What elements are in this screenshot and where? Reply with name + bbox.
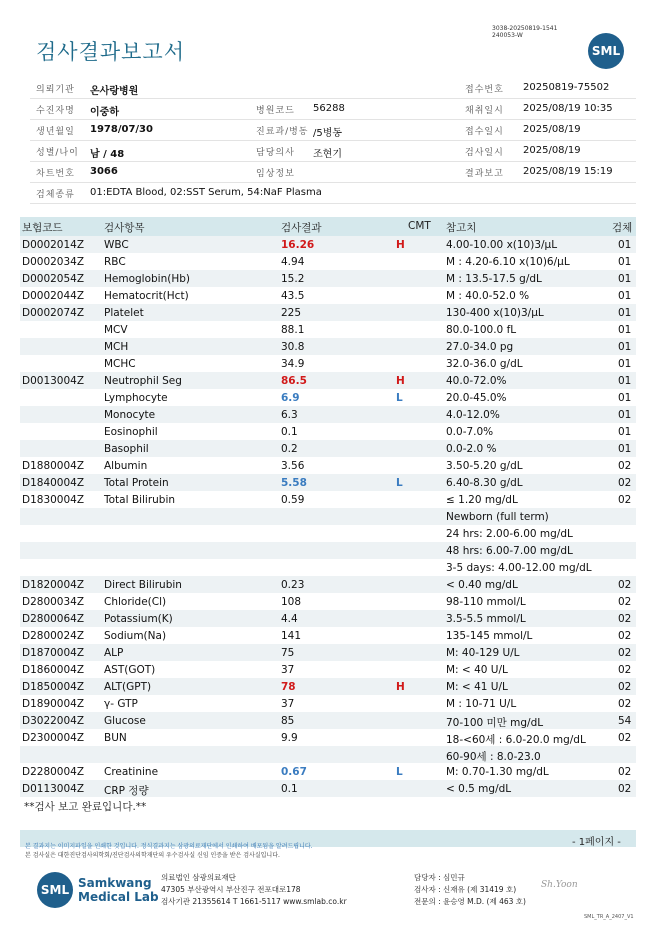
test-result: 37 (281, 664, 295, 676)
reference-range: 32.0-36.0 g/dL (446, 358, 523, 370)
patient-info (30, 78, 636, 204)
insurance-code: D2800024Z (22, 630, 85, 642)
lab-name-1: Samkwang (78, 876, 152, 890)
test-name: WBC (104, 239, 129, 251)
lab-logo-icon: SML (37, 872, 73, 908)
test-name: RBC (104, 256, 126, 268)
lab-street: 47305 부산광역시 부산진구 전포대로178 (161, 885, 301, 894)
doctor-value: 조현기 (313, 149, 342, 160)
test-result: 6.3 (281, 409, 298, 421)
doc-id: SML_TR_A_2407_V1 (584, 914, 634, 920)
insurance-code: D1840004Z (22, 477, 85, 489)
specimen-value: 01:EDTA Blood, 02:SST Serum, 54:NaF Plasma (90, 187, 322, 198)
test-result: 43.5 (281, 290, 305, 302)
reference-range: M: < 40 U/L (446, 664, 508, 676)
print-notice: 본 결과지는 이미지파일을 인쇄한 것입니다. 정식결과지는 삼광의료재단에서 인쇄하여 배포됨을 알려드립니다. (25, 843, 313, 850)
table-row (20, 678, 636, 695)
specimen-label: 검체종류 (36, 190, 75, 200)
result-flag: L (396, 766, 403, 778)
specimen-code: 01 (618, 341, 632, 353)
table-row (20, 627, 636, 644)
test-result: 6.9 (281, 392, 300, 404)
info-row (30, 183, 636, 204)
lab-name (78, 876, 159, 904)
test-name: Total Bilirubin (104, 494, 176, 506)
dob-value: 1978/07/30 (90, 124, 153, 135)
reference-range: 98-110 mmol/L (446, 596, 526, 608)
lab-contact: 검사기관 21355614 T 1661-5117 www.smlab.co.kr (161, 897, 347, 906)
lab-staff (414, 872, 526, 908)
table-row (20, 389, 636, 406)
test-name: Albumin (104, 460, 148, 472)
insurance-code: D1880004Z (22, 460, 85, 472)
results-header (20, 217, 636, 236)
insurance-code: D0002044Z (22, 290, 85, 302)
signature: Sh.Yoon (541, 880, 578, 890)
test-name: γ- GTP (104, 698, 138, 710)
table-row (20, 712, 636, 729)
test-result: 30.8 (281, 341, 305, 353)
result-flag: H (396, 681, 405, 693)
receipt-no-value: 20250819-75502 (523, 82, 610, 93)
reference-range: ≤ 1.20 mg/dL (446, 494, 518, 506)
sml-logo-icon: SML (588, 33, 624, 69)
insurance-code: D2300004Z (22, 732, 85, 744)
top-code-2: 240053-W (492, 32, 523, 39)
insurance-code: D0002014Z (22, 239, 85, 251)
specimen-code: 02 (618, 664, 632, 676)
header-spec: 검체 (612, 222, 633, 234)
specimen-code: 01 (618, 307, 632, 319)
test-result: 5.58 (281, 477, 307, 489)
table-row (20, 576, 636, 593)
reference-range: 6.40-8.30 g/dL (446, 477, 523, 489)
reference-range: 4.00-10.00 x(10)3/μL (446, 239, 558, 251)
reference-range: 27.0-34.0 pg (446, 341, 514, 353)
hosp-code-value: 56288 (313, 103, 345, 114)
reference-range: M : 40.0-52.0 % (446, 290, 530, 302)
reference-range: 130-400 x(10)3/μL (446, 307, 544, 319)
test-name: Direct Bilirubin (104, 579, 182, 591)
insurance-code: D1860004Z (22, 664, 85, 676)
staff-specialist: 전문의 : 윤승영 M.D. (제 463 호) (414, 897, 526, 906)
reference-range: M : 13.5-17.5 g/dL (446, 273, 542, 285)
table-row (20, 304, 636, 321)
collect-label: 채취일시 (465, 106, 504, 116)
insurance-code: D1870004Z (22, 647, 85, 659)
page-number: - 1페이지 - (572, 837, 621, 848)
test-result: 16.26 (281, 239, 315, 251)
specimen-code: 02 (618, 579, 632, 591)
specimen-code: 01 (618, 443, 632, 455)
specimen-code: 01 (618, 239, 632, 251)
lab-org: 의료법인 삼광의료재단 (161, 873, 236, 882)
table-row (20, 729, 636, 746)
insurance-code: D1850004Z (22, 681, 85, 693)
name-label: 수진자명 (36, 106, 75, 116)
test-name: Basophil (104, 443, 149, 455)
table-row (20, 253, 636, 270)
table-row (20, 372, 636, 389)
info-row (30, 99, 636, 120)
table-row (20, 695, 636, 712)
result-flag: L (396, 392, 403, 404)
test-name: Total Protein (104, 477, 169, 489)
receipt-no-label: 접수번호 (465, 85, 504, 95)
specimen-code: 01 (618, 392, 632, 404)
reference-range: 18-<60세 : 6.0-20.0 mg/dL (446, 734, 586, 746)
dob-label: 생년월일 (36, 127, 75, 137)
reference-range: 70-100 미만 mg/dL (446, 717, 544, 729)
reference-range: M: < 41 U/L (446, 681, 508, 693)
reference-range: 135-145 mmol/L (446, 630, 533, 642)
table-row (20, 270, 636, 287)
test-result: 0.1 (281, 426, 298, 438)
test-result: 15.2 (281, 273, 305, 285)
specimen-code: 54 (618, 715, 632, 727)
table-row (20, 321, 636, 338)
sexage-label: 성별/나이 (36, 148, 79, 158)
test-name: ALP (104, 647, 124, 659)
test-result: 3.56 (281, 460, 305, 472)
insurance-code: D1820004Z (22, 579, 85, 591)
reference-range: 24 hrs: 2.00-6.00 mg/dL (446, 528, 573, 540)
reference-range: 0.0-2.0 % (446, 443, 497, 455)
reference-range: 60-90세 : 8.0-23.0 (446, 751, 541, 763)
test-name: Eosinophil (104, 426, 158, 438)
reference-range: < 0.40 mg/dL (446, 579, 518, 591)
info-row (30, 78, 636, 99)
insurance-code: D1890004Z (22, 698, 85, 710)
info-row (30, 120, 636, 141)
insurance-code: D2280004Z (22, 766, 85, 778)
table-row (20, 644, 636, 661)
specimen-code: 02 (618, 494, 632, 506)
report-complete: **검사 보고 완료입니다.** (24, 801, 147, 813)
test-result: 37 (281, 698, 295, 710)
test-name: Sodium(Na) (104, 630, 167, 642)
institution-label: 의뢰기관 (36, 85, 75, 95)
table-row (20, 355, 636, 372)
reference-range: M: 40-129 U/L (446, 647, 520, 659)
test-name: MCH (104, 341, 129, 353)
info-row (30, 141, 636, 162)
table-row (20, 610, 636, 627)
receipt-date-label: 접수일시 (465, 127, 504, 137)
hosp-code-label: 병원코드 (256, 106, 295, 116)
test-result: 85 (281, 715, 295, 727)
test-result: 34.9 (281, 358, 305, 370)
specimen-code: 02 (618, 630, 632, 642)
specimen-code: 01 (618, 426, 632, 438)
specimen-code: 02 (618, 783, 632, 795)
clinical-label: 임상정보 (256, 169, 295, 179)
dept-value: /5병동 (313, 128, 343, 139)
test-name: Hemoglobin(Hb) (104, 273, 191, 285)
table-row (20, 440, 636, 457)
table-row (20, 661, 636, 678)
table-row (20, 406, 636, 423)
specimen-code: 01 (618, 256, 632, 268)
specimen-code: 01 (618, 375, 632, 387)
test-name: Platelet (104, 307, 144, 319)
test-name: Lymphocyte (104, 392, 168, 404)
test-result: 9.9 (281, 732, 298, 744)
insurance-code: D1830004Z (22, 494, 85, 506)
collect-value: 2025/08/19 10:35 (523, 103, 613, 114)
test-result: 0.23 (281, 579, 305, 591)
reference-range: Newborn (full term) (446, 511, 549, 523)
test-name: Hematocrit(Hct) (104, 290, 189, 302)
table-row (20, 491, 636, 508)
specimen-code: 02 (618, 460, 632, 472)
result-flag: H (396, 239, 405, 251)
table-row (20, 338, 636, 355)
insurance-code: D2800064Z (22, 613, 85, 625)
report-title: 검사결과보고서 (36, 40, 186, 64)
table-row (20, 542, 636, 559)
specimen-code: 02 (618, 766, 632, 778)
specimen-code: 02 (618, 647, 632, 659)
table-row (20, 508, 636, 525)
top-codes (492, 25, 557, 39)
reference-range: 80.0-100.0 fL (446, 324, 517, 336)
test-name: Neutrophil Seg (104, 375, 182, 387)
result-flag: L (396, 477, 403, 489)
test-result: 78 (281, 681, 296, 693)
test-result: 0.2 (281, 443, 298, 455)
chart-label: 차트번호 (36, 169, 75, 179)
specimen-code: 02 (618, 732, 632, 744)
table-row (20, 780, 636, 797)
test-name: Monocyte (104, 409, 156, 421)
staff-manager: 담당자 : 심민규 (414, 873, 465, 882)
test-result: 4.4 (281, 613, 298, 625)
test-result: 88.1 (281, 324, 305, 336)
insurance-code: D0002074Z (22, 307, 85, 319)
reference-range: < 0.5 mg/dL (446, 783, 512, 795)
result-flag: H (396, 375, 405, 387)
reference-range: 3.5-5.5 mmol/L (446, 613, 526, 625)
table-row (20, 423, 636, 440)
test-result: 0.59 (281, 494, 305, 506)
test-result: 86.5 (281, 375, 307, 387)
report-label: 결과보고 (465, 169, 504, 179)
table-row (20, 236, 636, 253)
specimen-code: 02 (618, 477, 632, 489)
table-row (20, 287, 636, 304)
specimen-code: 01 (618, 273, 632, 285)
test-name: Creatinine (104, 766, 159, 778)
test-name: Potassium(K) (104, 613, 173, 625)
insurance-code: D0002034Z (22, 256, 85, 268)
chart-value: 3066 (90, 166, 118, 177)
header-ref: 참고치 (446, 222, 477, 234)
insurance-code: D3022004Z (22, 715, 85, 727)
reference-range: 40.0-72.0% (446, 375, 507, 387)
test-date-value: 2025/08/19 (523, 145, 581, 156)
info-row (30, 162, 636, 183)
results-table (20, 217, 636, 814)
lab-name-2: Medical Lab (78, 890, 159, 904)
table-row (20, 525, 636, 542)
cert-notice: 본 검사실은 대한진단검사의학회/진단검사의학재단의 우수검사실 신임 인증을 받은 검사실입니다. (25, 852, 280, 859)
header-code: 보험코드 (22, 222, 63, 234)
table-row (20, 593, 636, 610)
test-name: Chloride(Cl) (104, 596, 167, 608)
test-result: 141 (281, 630, 302, 642)
test-date-label: 검사일시 (465, 148, 504, 158)
insurance-code: D2800034Z (22, 596, 85, 608)
header-name: 검사항목 (104, 222, 145, 234)
table-row (20, 559, 636, 576)
test-result: 225 (281, 307, 302, 319)
results-body (20, 236, 636, 797)
table-row (20, 474, 636, 491)
reference-range: 0.0-7.0% (446, 426, 494, 438)
reference-range: 4.0-12.0% (446, 409, 500, 421)
test-name: MCHC (104, 358, 136, 370)
test-name: BUN (104, 732, 127, 744)
insurance-code: D0113004Z (22, 783, 85, 795)
staff-tester: 검사자 : 신재유 (제 31419 호) (414, 885, 517, 894)
test-name: MCV (104, 324, 128, 336)
test-result: 0.67 (281, 766, 307, 778)
reference-range: M: 0.70-1.30 mg/dL (446, 766, 549, 778)
test-name: AST(GOT) (104, 664, 156, 676)
institution-value: 온사랑병원 (90, 86, 139, 97)
specimen-code: 01 (618, 290, 632, 302)
reference-range: 48 hrs: 6.00-7.00 mg/dL (446, 545, 573, 557)
table-row (20, 746, 636, 763)
top-code-1: 3038-20250819-1541 (492, 25, 558, 32)
receipt-date-value: 2025/08/19 (523, 124, 581, 135)
specimen-code: 02 (618, 698, 632, 710)
specimen-code: 01 (618, 409, 632, 421)
test-name: CRP 정량 (104, 785, 149, 797)
test-result: 108 (281, 596, 302, 608)
dept-label: 진료과/병동 (256, 127, 309, 137)
reference-range: 20.0-45.0% (446, 392, 507, 404)
sexage-value: 남 / 48 (90, 149, 125, 160)
specimen-code: 02 (618, 613, 632, 625)
report-value: 2025/08/19 15:19 (523, 166, 613, 177)
name-value: 이중하 (90, 107, 119, 118)
reference-range: 3-5 days: 4.00-12.00 mg/dL (446, 562, 592, 574)
reference-range: M : 4.20-6.10 x(10)6/μL (446, 256, 570, 268)
specimen-code: 02 (618, 596, 632, 608)
specimen-code: 01 (618, 324, 632, 336)
lab-address (161, 872, 347, 908)
doctor-label: 담당의사 (256, 148, 295, 158)
table-row (20, 763, 636, 780)
header-cmt: CMT (408, 220, 431, 232)
header-result: 검사결과 (281, 222, 322, 234)
test-result: 0.1 (281, 783, 298, 795)
insurance-code: D0002054Z (22, 273, 85, 285)
table-row (20, 457, 636, 474)
insurance-code: D0013004Z (22, 375, 85, 387)
test-result: 4.94 (281, 256, 305, 268)
reference-range: 3.50-5.20 g/dL (446, 460, 523, 472)
specimen-code: 01 (618, 358, 632, 370)
test-result: 75 (281, 647, 295, 659)
test-name: ALT(GPT) (104, 681, 152, 693)
test-name: Glucose (104, 715, 146, 727)
reference-range: M : 10-71 U/L (446, 698, 517, 710)
specimen-code: 02 (618, 681, 632, 693)
